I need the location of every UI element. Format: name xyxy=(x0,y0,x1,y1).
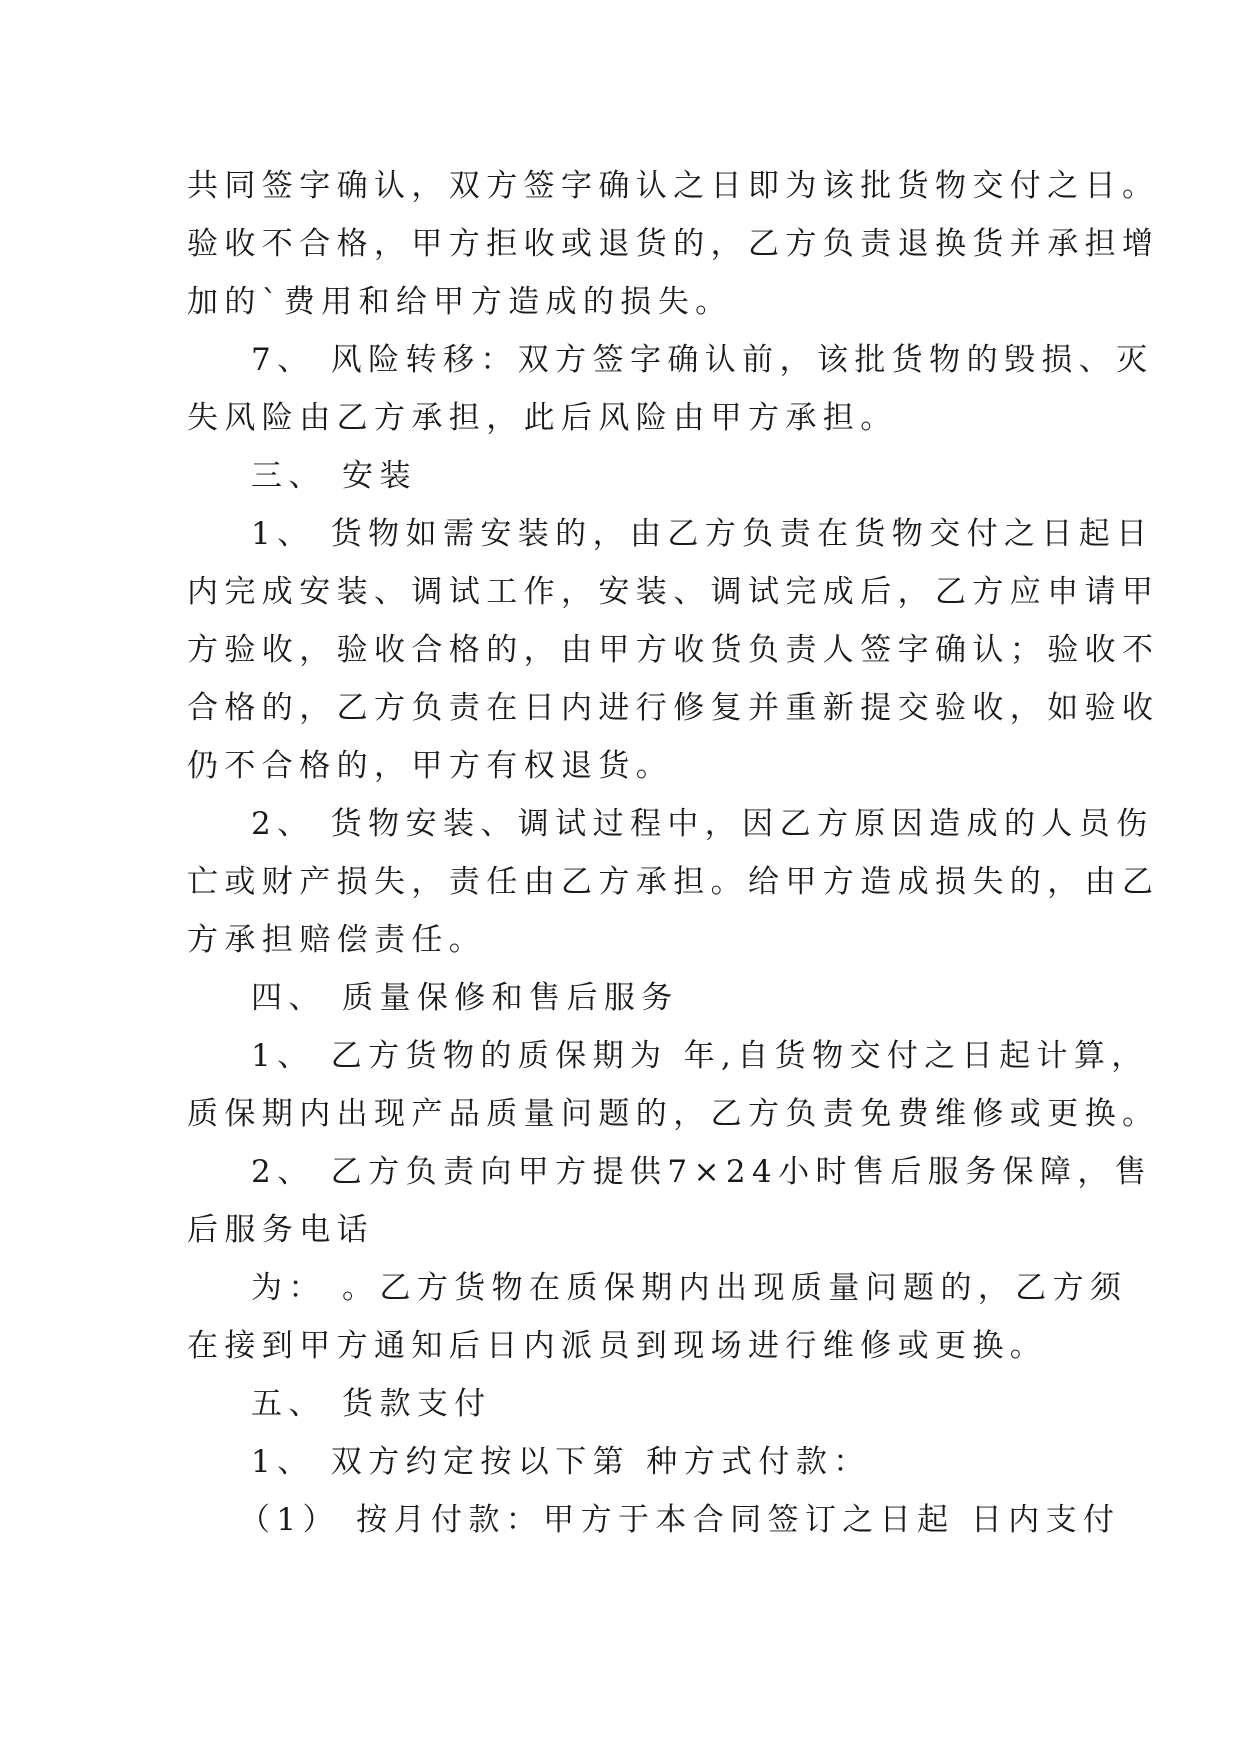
text-line-1: 共同签字确认，双方签字确认之日即为该批货物交付之日。 xyxy=(187,168,1160,204)
clause-4-1-warranty-period: 1、 乙方货物的质保期为 年,自货物交付之日起计算， xyxy=(251,1038,1149,1074)
section-heading-installation: 三、 安装 xyxy=(251,458,417,494)
text-line-2: 验收不合格，甲方拒收或退货的，乙方负责退换货并承担增 xyxy=(187,226,1160,262)
text-line-9: 方验收，验收合格的，由甲方收货负责人签字确认；验收不 xyxy=(187,632,1160,668)
section-heading-payment: 五、 货款支付 xyxy=(251,1386,492,1422)
text-line-11: 仍不合格的，甲方有权退货。 xyxy=(187,748,674,784)
clause-3-2-installation-liability: 2、 货物安装、调试过程中，因乙方原因造成的人员伤 xyxy=(251,806,1154,842)
text-line-21: 在接到甲方通知后日内派员到现场进行维修或更换。 xyxy=(187,1328,1048,1364)
text-line-8: 内完成安装、调试工作，安装、调试完成后，乙方应申请甲 xyxy=(187,574,1160,610)
section-heading-warranty: 四、 质量保修和售后服务 xyxy=(251,980,679,1016)
clause-4-2-after-sales: 2、 乙方负责向甲方提供7×24小时售后服务保障，售 xyxy=(251,1154,1153,1190)
text-line-20: 为： 。乙方货物在质保期内出现质量问题的，乙方须 xyxy=(251,1270,1128,1306)
clause-7-risk-transfer: 7、 风险转移：双方签字确认前，该批货物的毁损、灭 xyxy=(251,342,1154,378)
clause-5-1-1-monthly-payment: （1） 按月付款：甲方于本合同签订之日起 日内支付 xyxy=(239,1502,1121,1538)
document-body xyxy=(187,157,1160,1549)
clause-5-1-payment-method: 1、 双方约定按以下第 种方式付款： xyxy=(251,1444,871,1480)
text-line-19: 后服务电话 xyxy=(187,1212,374,1248)
text-line-14: 方承担赔偿责任。 xyxy=(187,922,487,958)
text-line-5: 失风险由乙方承担，此后风险由甲方承担。 xyxy=(187,400,898,436)
clause-3-1-installation: 1、 货物如需安装的，由乙方负责在货物交付之日起日 xyxy=(251,516,1154,552)
text-line-13: 亡或财产损失，责任由乙方承担。给甲方造成损失的，由乙 xyxy=(187,864,1160,900)
text-line-3: 加的`费用和给甲方造成的损失。 xyxy=(187,284,733,320)
text-line-17: 质保期内出现产品质量问题的，乙方负责免费维修或更换。 xyxy=(187,1096,1160,1132)
text-line-10: 合格的，乙方负责在日内进行修复并重新提交验收，如验收 xyxy=(187,690,1160,726)
